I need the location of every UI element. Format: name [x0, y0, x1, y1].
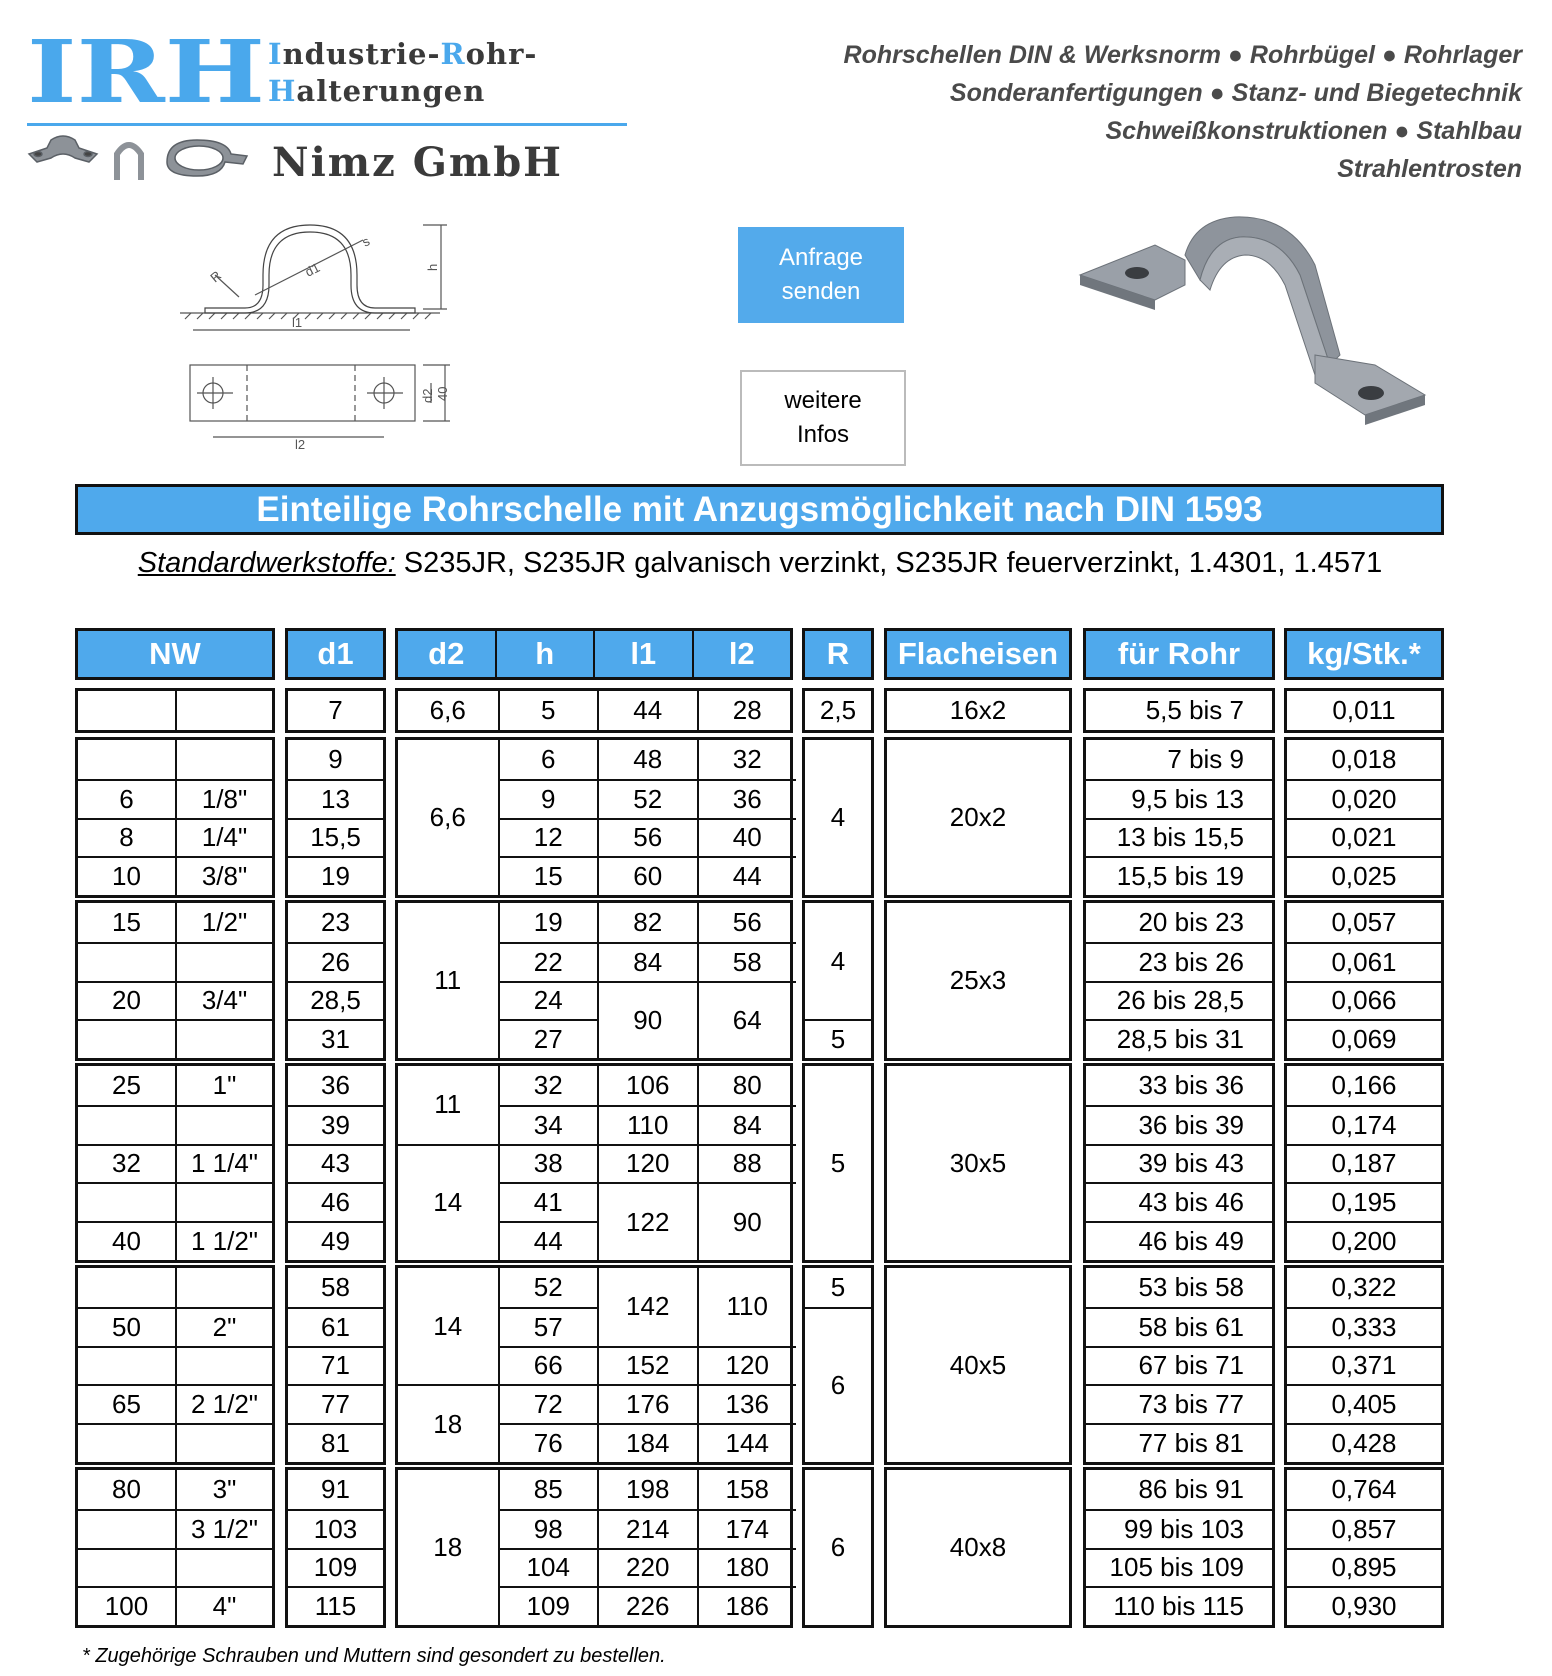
slogan-line: Rohrschellen DIN & Werksnorm ● Rohrbügel ● Rohrlager: [843, 41, 1522, 69]
d2-cell: 14: [398, 1144, 498, 1260]
flacheisen-cell: 40x5: [949, 1349, 1007, 1380]
slogan: [844, 36, 1522, 188]
anfrage-line: senden: [781, 278, 861, 305]
nw-inch: [175, 1548, 272, 1587]
nw-mm: 80: [112, 1473, 141, 1504]
pipe-range-cell: 33 bis 36: [1138, 1069, 1244, 1100]
nw-block: [75, 1265, 275, 1465]
d1-cell: 81: [288, 1423, 383, 1462]
l2-cell: 88: [697, 1144, 797, 1183]
technical-drawing: [175, 205, 495, 475]
l2-cell: 186: [697, 1586, 797, 1625]
kg-cell: 0,405: [1287, 1384, 1441, 1423]
nw-inch: 3 1/2": [175, 1509, 272, 1548]
nw-mm: 20: [78, 981, 175, 1020]
nw-inch: 2 1/2": [175, 1384, 272, 1423]
pipe-range-cell: 39 bis 43: [1086, 1144, 1272, 1183]
flacheisen-block: [884, 1265, 1072, 1465]
kg-cell: 0,061: [1287, 942, 1441, 981]
r-cell: 5: [830, 1147, 846, 1178]
d2-h-l-block: [395, 688, 793, 733]
l2-cell: 28: [697, 691, 797, 730]
pipe-range-cell: 26 bis 28,5: [1086, 981, 1272, 1020]
l1-cell: 184: [597, 1423, 697, 1462]
l1-cell: 82: [597, 903, 697, 942]
header-r: R: [802, 628, 874, 680]
kg-cell: 0,025: [1287, 856, 1441, 895]
l2-cell: 174: [697, 1509, 797, 1548]
pipe-range-cell: 105 bis 109: [1086, 1548, 1272, 1587]
pipe-range-cell: 28,5 bis 31: [1086, 1019, 1272, 1058]
d1-cell: 109: [288, 1548, 383, 1587]
kg-cell: 0,018: [1331, 743, 1397, 774]
header-d2-h-l1-l2: d2 h l1 l2: [395, 628, 793, 680]
nw-inch: 3/4": [175, 981, 272, 1020]
pipe-clamp-icon: [29, 136, 97, 162]
kg-cell: 0,057: [1331, 906, 1397, 937]
nw-mm: [78, 1019, 175, 1058]
l2-cell: 56: [697, 903, 797, 942]
nw-block: [75, 1063, 275, 1263]
d2-cell: 6,6: [429, 802, 466, 832]
kg-cell: 0,371: [1287, 1346, 1441, 1385]
nw-mm: 10: [78, 856, 175, 895]
l2-cell: 40: [697, 818, 797, 857]
logo-company-name: Industrie-Rohr- Halterungen: [268, 37, 538, 108]
l2-cell: 90: [697, 1182, 797, 1260]
pipe-range-cell: 5,5 bis 7: [1145, 695, 1244, 725]
nw-inch: [175, 1423, 272, 1462]
nw-inch: [175, 1346, 272, 1385]
pipe-strap-icon: [167, 140, 247, 176]
l1-cell: 84: [597, 942, 697, 981]
r-cell: 4: [830, 945, 846, 976]
nw-mm: [78, 691, 175, 730]
h-cell: 5: [498, 691, 598, 730]
r-block: [802, 1265, 874, 1465]
nw-block: [75, 900, 275, 1061]
nw-mm: [78, 1105, 175, 1144]
pipe-range-cell: 36 bis 39: [1086, 1105, 1272, 1144]
kg-block: [1284, 1265, 1444, 1465]
l1-cell: 120: [597, 1144, 697, 1183]
r-cell: 2,5: [819, 695, 857, 725]
label-h: h: [425, 263, 440, 271]
kg-cell: 0,069: [1287, 1019, 1441, 1058]
product-3d-image: [1075, 205, 1435, 455]
pipe-range-cell: 13 bis 15,5: [1086, 818, 1272, 857]
kg-block: [1284, 900, 1444, 1061]
nw-inch: 1/8": [175, 779, 272, 818]
d2-h-l-block: [395, 1265, 793, 1465]
label-l2: l2: [295, 437, 306, 452]
d1-cell: 103: [288, 1509, 383, 1548]
d1-cell: 71: [288, 1346, 383, 1385]
l2-cell: 80: [697, 1066, 797, 1105]
d1-cell: 9: [328, 743, 343, 774]
materials-line: [80, 544, 1440, 582]
nw-mm: 100: [78, 1586, 175, 1625]
pipe-block: [1083, 1063, 1275, 1263]
h-cell: 109: [498, 1586, 598, 1625]
nw-inch: 1": [175, 1066, 272, 1105]
kg-cell: 0,930: [1287, 1586, 1441, 1625]
h-cell: 38: [498, 1144, 598, 1183]
h-cell: 19: [498, 903, 598, 942]
pipe-range-cell: 99 bis 103: [1086, 1509, 1272, 1548]
h-cell: 24: [498, 981, 598, 1020]
d1-cell: 58: [321, 1271, 350, 1302]
kg-cell: 0,020: [1287, 779, 1441, 818]
send-inquiry-button[interactable]: [738, 227, 904, 323]
nw-inch: 4": [175, 1586, 272, 1625]
h-cell: 34: [498, 1105, 598, 1144]
kg-block: [1284, 1467, 1444, 1628]
nw-inch: 3/8": [175, 856, 272, 895]
u-bolt-icon: [117, 145, 141, 180]
header-flacheisen: Flacheisen: [884, 628, 1072, 680]
flacheisen-block: [884, 688, 1072, 733]
r-block: [802, 737, 874, 898]
d2-cell: 6,6: [429, 695, 466, 725]
d1-block: [285, 900, 386, 1061]
flacheisen-block: [884, 737, 1072, 898]
nw-mm: 6: [78, 779, 175, 818]
kg-cell: 0,428: [1287, 1423, 1441, 1462]
d1-cell: 36: [321, 1069, 350, 1100]
r-cell: 4: [830, 802, 846, 832]
d2-cell: 18: [398, 1384, 498, 1462]
l2-cell: 44: [697, 856, 797, 895]
h-cell: 32: [498, 1066, 598, 1105]
r-cell: 6: [830, 1532, 846, 1562]
d1-cell: 13: [288, 779, 383, 818]
d2-cell: 18: [433, 1532, 463, 1562]
kg-cell: 0,021: [1287, 818, 1441, 857]
nw-mm: [78, 1346, 175, 1385]
nw-mm: 32: [78, 1144, 175, 1183]
kg-cell: 0,166: [1331, 1069, 1397, 1100]
l2-cell: 58: [697, 942, 797, 981]
h-cell: 57: [498, 1307, 598, 1346]
h-cell: 66: [498, 1346, 598, 1385]
l2-cell: 110: [697, 1268, 797, 1346]
l2-cell: 144: [697, 1423, 797, 1462]
d1-cell: 15,5: [288, 818, 383, 857]
d1-cell: 91: [321, 1473, 350, 1504]
d1-cell: 31: [288, 1019, 383, 1058]
table-title: Einteilige Rohrschelle mit Anzugsmöglichkeit nach DIN 1593: [75, 484, 1444, 535]
d1-cell: 39: [288, 1105, 383, 1144]
header-kg: kg/Stk.*: [1284, 628, 1444, 680]
pipe-block: [1083, 688, 1275, 733]
h-cell: 85: [498, 1470, 598, 1509]
d1-cell: 28,5: [288, 981, 383, 1020]
l1-cell: 152: [597, 1346, 697, 1385]
d1-block: [285, 1063, 386, 1263]
header-d1: d1: [285, 628, 386, 680]
header-pipe: für Rohr: [1083, 628, 1275, 680]
svg-text:IRH: IRH: [27, 36, 265, 108]
flacheisen-cell: 20x2: [949, 802, 1007, 832]
d1-cell: 46: [288, 1182, 383, 1221]
label-d1: d1: [302, 259, 323, 280]
kg-cell: 0,066: [1287, 981, 1441, 1020]
h-cell: 44: [498, 1221, 598, 1260]
l2-cell: 64: [697, 981, 797, 1059]
kg-cell: 0,895: [1287, 1548, 1441, 1587]
l1-cell: 44: [597, 691, 697, 730]
nw-block: [75, 1467, 275, 1628]
l2-cell: 36: [697, 779, 797, 818]
label-r: R: [207, 267, 225, 286]
d1-cell: 43: [288, 1144, 383, 1183]
kg-block: [1284, 1063, 1444, 1263]
nw-inch: 1 1/2": [175, 1221, 272, 1260]
nw-inch: 2": [175, 1307, 272, 1346]
label-s: s: [359, 233, 373, 250]
pipe-range-cell: 20 bis 23: [1138, 906, 1244, 937]
footnote: * Zugehörige Schrauben und Muttern sind gesondert zu bestellen.: [82, 1645, 666, 1667]
materials-text: S235JR, S235JR galvanisch verzinkt, S235JR feuerverzinkt, 1.4301, 1.4571: [395, 547, 1383, 579]
pipe-range-cell: 15,5 bis 19: [1086, 856, 1272, 895]
d2-h-l-block: [395, 1063, 793, 1263]
nw-inch: 3": [175, 1470, 272, 1509]
nw-mm: [78, 1509, 175, 1548]
anfrage-line: Anfrage: [778, 244, 864, 271]
d1-cell: 61: [288, 1307, 383, 1346]
nw-mm: 15: [112, 906, 141, 937]
h-cell: 27: [498, 1019, 598, 1058]
l1-cell: 226: [597, 1586, 697, 1625]
nw-inch: 1 1/4": [175, 1144, 272, 1183]
slogan-line: Sonderanfertigungen ● Stanz- und Biegetechnik: [949, 79, 1522, 107]
pipe-range-cell: 73 bis 77: [1086, 1384, 1272, 1423]
d2-h-l-block: [395, 737, 793, 898]
d1-cell: 19: [288, 856, 383, 895]
l1-cell: 214: [597, 1509, 697, 1548]
nw-mm: 25: [112, 1069, 141, 1100]
nw-inch: [175, 1268, 272, 1307]
h-cell: 98: [498, 1509, 598, 1548]
infos-line: weitere: [784, 387, 862, 414]
pipe-range-cell: 46 bis 49: [1086, 1221, 1272, 1260]
pipe-block: [1083, 737, 1275, 898]
d1-cell: 77: [288, 1384, 383, 1423]
d1-block: [285, 1265, 386, 1465]
d2-h-l-block: [395, 1467, 793, 1628]
h-cell: 72: [498, 1384, 598, 1423]
nw-mm: 50: [78, 1307, 175, 1346]
h-cell: 12: [498, 818, 598, 857]
d2-cell: 11: [434, 965, 462, 995]
h-cell: 9: [498, 779, 598, 818]
d1-cell: 49: [288, 1221, 383, 1260]
l1-cell: 198: [597, 1470, 697, 1509]
l2-cell: 158: [697, 1470, 797, 1509]
l1-cell: 106: [597, 1066, 697, 1105]
h-cell: 52: [498, 1268, 598, 1307]
nw-mm: [78, 942, 175, 981]
nw-mm: 40: [78, 1221, 175, 1260]
pipe-range-cell: 58 bis 61: [1086, 1307, 1272, 1346]
l2-cell: 84: [697, 1105, 797, 1144]
more-info-button[interactable]: [740, 370, 906, 466]
nw-inch: [175, 740, 272, 779]
d1-block: [285, 737, 386, 898]
d1-cell: 23: [321, 906, 350, 937]
kg-block: [1284, 737, 1444, 898]
r-block: [802, 688, 874, 733]
d1-block: [285, 1467, 386, 1628]
h-cell: 76: [498, 1423, 598, 1462]
r-cell: 5: [805, 1019, 871, 1058]
nw-mm: [78, 1182, 175, 1221]
nw-mm: 8: [78, 818, 175, 857]
irh-logo: [27, 36, 267, 108]
h-cell: 15: [498, 856, 598, 895]
product-icons: [25, 132, 255, 187]
kg-cell: 0,857: [1287, 1509, 1441, 1548]
r-cell: 5: [830, 1271, 846, 1302]
pipe-block: [1083, 1467, 1275, 1628]
pipe-range-cell: 7 bis 9: [1167, 743, 1244, 774]
l2-cell: 136: [697, 1384, 797, 1423]
nw-inch: 1/2": [175, 903, 272, 942]
slogan-line: Strahlentrosten: [1337, 155, 1522, 183]
pipe-range-cell: 9,5 bis 13: [1086, 779, 1272, 818]
pipe-range-cell: 77 bis 81: [1086, 1423, 1272, 1462]
kg-cell: 0,011: [1332, 695, 1396, 725]
nw-block: [75, 688, 275, 733]
nw-block: [75, 737, 275, 898]
d1-block: [285, 688, 386, 733]
flacheisen-cell: 30x5: [949, 1147, 1007, 1178]
r-cell: 6: [805, 1307, 871, 1462]
kg-cell: 0,764: [1331, 1473, 1397, 1504]
d1-cell: 7: [328, 695, 343, 725]
nw-inch: [175, 1019, 272, 1058]
pipe-range-cell: 43 bis 46: [1086, 1182, 1272, 1221]
flacheisen-block: [884, 900, 1072, 1061]
kg-cell: 0,174: [1287, 1105, 1441, 1144]
l2-cell: 32: [697, 740, 797, 779]
l1-cell: 52: [597, 779, 697, 818]
kg-block: [1284, 688, 1444, 733]
l1-cell: 48: [597, 740, 697, 779]
pipe-block: [1083, 900, 1275, 1061]
l2-cell: 180: [697, 1548, 797, 1587]
h-cell: 104: [498, 1548, 598, 1587]
nw-mm: [78, 1548, 175, 1587]
infos-line: Infos: [796, 421, 850, 448]
materials-label: Standardwerkstoffe:: [137, 547, 396, 579]
kg-cell: 0,195: [1287, 1182, 1441, 1221]
pipe-block: [1083, 1265, 1275, 1465]
l1-cell: 60: [597, 856, 697, 895]
l1-cell: 142: [597, 1268, 697, 1346]
label-40: 40: [435, 386, 450, 401]
pipe-range-cell: 110 bis 115: [1086, 1586, 1272, 1625]
pipe-range-cell: 86 bis 91: [1138, 1473, 1244, 1504]
label-l1: l1: [292, 315, 303, 330]
logo-divider: [27, 123, 627, 126]
company-gmbh: Nimz GmbH: [272, 139, 563, 186]
nw-inch: [175, 1182, 272, 1221]
flacheisen-cell: 40x8: [949, 1532, 1007, 1562]
d2-h-l-block: [395, 900, 793, 1061]
l2-cell: 120: [697, 1346, 797, 1385]
kg-cell: 0,333: [1287, 1307, 1441, 1346]
kg-cell: 0,200: [1287, 1221, 1441, 1260]
l1-cell: 176: [597, 1384, 697, 1423]
nw-inch: [175, 1105, 272, 1144]
header-nw: NW: [75, 628, 275, 680]
r-block: [802, 1467, 874, 1628]
r-block: [802, 1063, 874, 1263]
hatch-ground: [180, 313, 440, 319]
nw-inch: [175, 691, 272, 730]
r-block: [802, 900, 874, 1061]
nw-mm: 65: [78, 1384, 175, 1423]
nw-mm: [78, 1423, 175, 1462]
label-d2: d2: [420, 388, 435, 403]
pipe-range-cell: 53 bis 58: [1138, 1271, 1244, 1302]
nw-mm: [78, 1268, 175, 1307]
slogan-line: Schweißkonstruktionen ● Stahlbau: [1105, 117, 1522, 145]
pipe-range-cell: 23 bis 26: [1086, 942, 1272, 981]
l1-cell: 122: [597, 1182, 697, 1260]
nw-inch: [175, 942, 272, 981]
kg-cell: 0,322: [1331, 1271, 1397, 1302]
l1-cell: 220: [597, 1548, 697, 1587]
d1-cell: 115: [288, 1586, 383, 1625]
h-cell: 22: [498, 942, 598, 981]
flacheisen-block: [884, 1467, 1072, 1628]
d1-cell: 26: [288, 942, 383, 981]
l1-cell: 56: [597, 818, 697, 857]
l1-cell: 90: [597, 981, 697, 1059]
d2-cell: 11: [434, 1089, 462, 1120]
nw-inch: 1/4": [175, 818, 272, 857]
l1-cell: 110: [597, 1105, 697, 1144]
nw-mm: [78, 740, 175, 779]
flacheisen-cell: 16x2: [949, 695, 1007, 725]
d2-cell: 14: [433, 1310, 463, 1341]
kg-cell: 0,187: [1287, 1144, 1441, 1183]
flacheisen-block: [884, 1063, 1072, 1263]
pipe-range-cell: 67 bis 71: [1086, 1346, 1272, 1385]
h-cell: 41: [498, 1182, 598, 1221]
flacheisen-cell: 25x3: [949, 965, 1007, 995]
h-cell: 6: [498, 740, 598, 779]
